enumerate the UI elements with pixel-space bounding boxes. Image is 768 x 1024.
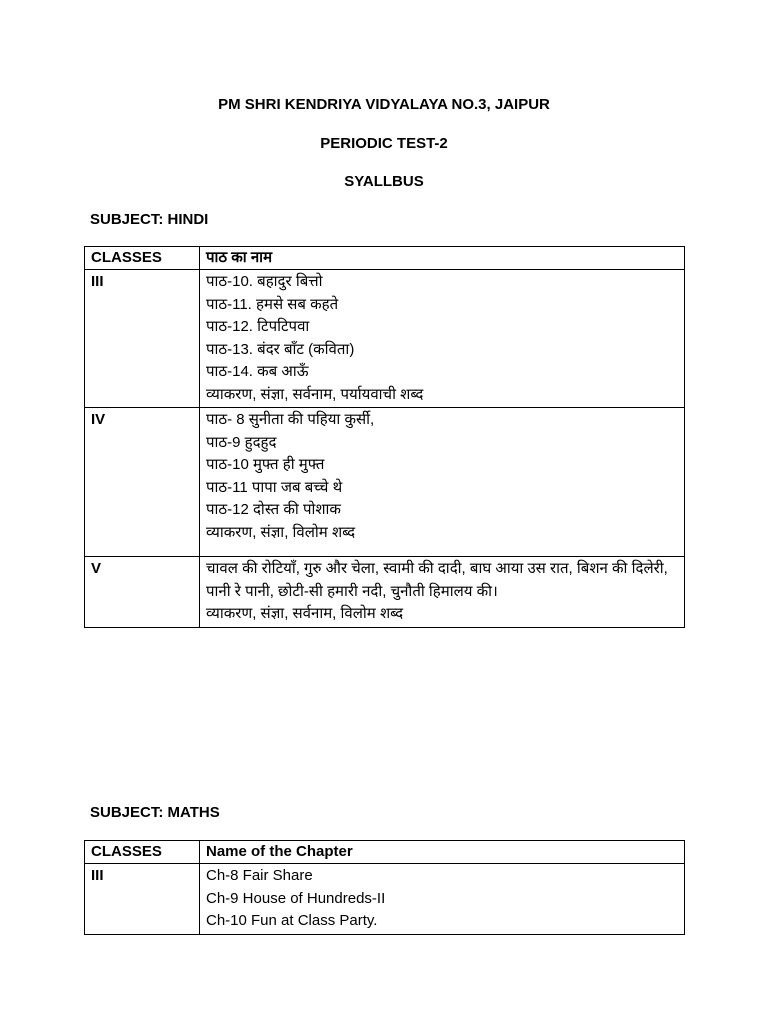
table-row [85,270,685,408]
chapter-line: पाठ-11. हमसे सब कहते [206,295,339,313]
chapter-cell [200,557,685,628]
maths-subject-heading: SUBJECT: MATHS [90,804,220,821]
table-header-row [85,841,685,864]
chapter-line: Ch-10 Fun at Class Party. [206,912,378,929]
hindi-subject-heading: SUBJECT: HINDI [90,211,209,228]
classes-header: CLASSES [85,247,200,270]
chapter-line: पाठ- 8 सुनीता की पहिया कुर्सी, [206,411,375,428]
chapter-line: व्याकरण, संज्ञा, विलोम शब्द [206,523,356,541]
class-cell: III [85,270,200,408]
chapter-header: पाठ का नाम [200,247,685,270]
chapter-line: चावल की रोटियाँ, गुरु और चेला, स्वामी की दादी, बाघ आया उस रात, बिशन की दिलेरी, पानी रे पानी, छोटी-सी हमारी नदी, चुनौती हिमालय की। [206,560,668,600]
table-row [85,864,685,935]
chapter-header: Name of the Chapter [200,841,685,864]
chapter-line: पाठ-12 दोस्त की पोशाक [206,501,341,518]
table-row [85,408,685,557]
chapter-line: पाठ-13. बंदर बाँट (कविता) [206,340,355,358]
chapter-cell [200,408,685,557]
chapter-cell [200,864,685,935]
table-row [85,557,685,628]
class-cell: V [85,557,200,628]
table-header-row [85,247,685,270]
chapter-line: पाठ-11 पापा जब बच्चे थे [206,478,343,496]
chapter-cell [200,270,685,408]
chapter-line: पाठ-9 हुदहुद [206,433,277,451]
chapter-line: पाठ-10. बहादुर बित्तो [206,273,323,290]
hindi-syllabus-table [84,246,685,628]
chapter-line: पाठ-12. टिपटिपवा [206,318,310,335]
syllabus-title: SYALLBUS [344,173,424,190]
class-cell: III [85,864,200,935]
class-cell: IV [85,408,200,557]
chapter-line: व्याकरण, संज्ञा, सर्वनाम, पर्यायवाची शब्द [206,385,424,403]
chapter-line: Ch-9 House of Hundreds-II [206,889,386,907]
chapter-line: पाठ-14. कब आऊँ [206,363,309,380]
classes-header: CLASSES [85,841,200,864]
maths-syllabus-table [84,840,685,935]
chapter-line: व्याकरण, संज्ञा, सर्वनाम, विलोम शब्द [206,605,404,622]
chapter-line: पाठ-10 मुफ्त ही मुफ्त [206,456,325,473]
test-title: PERIODIC TEST-2 [320,135,448,152]
chapter-line: Ch-8 Fair Share [206,867,313,884]
school-name: PM SHRI KENDRIYA VIDYALAYA NO.3, JAIPUR [218,96,550,113]
